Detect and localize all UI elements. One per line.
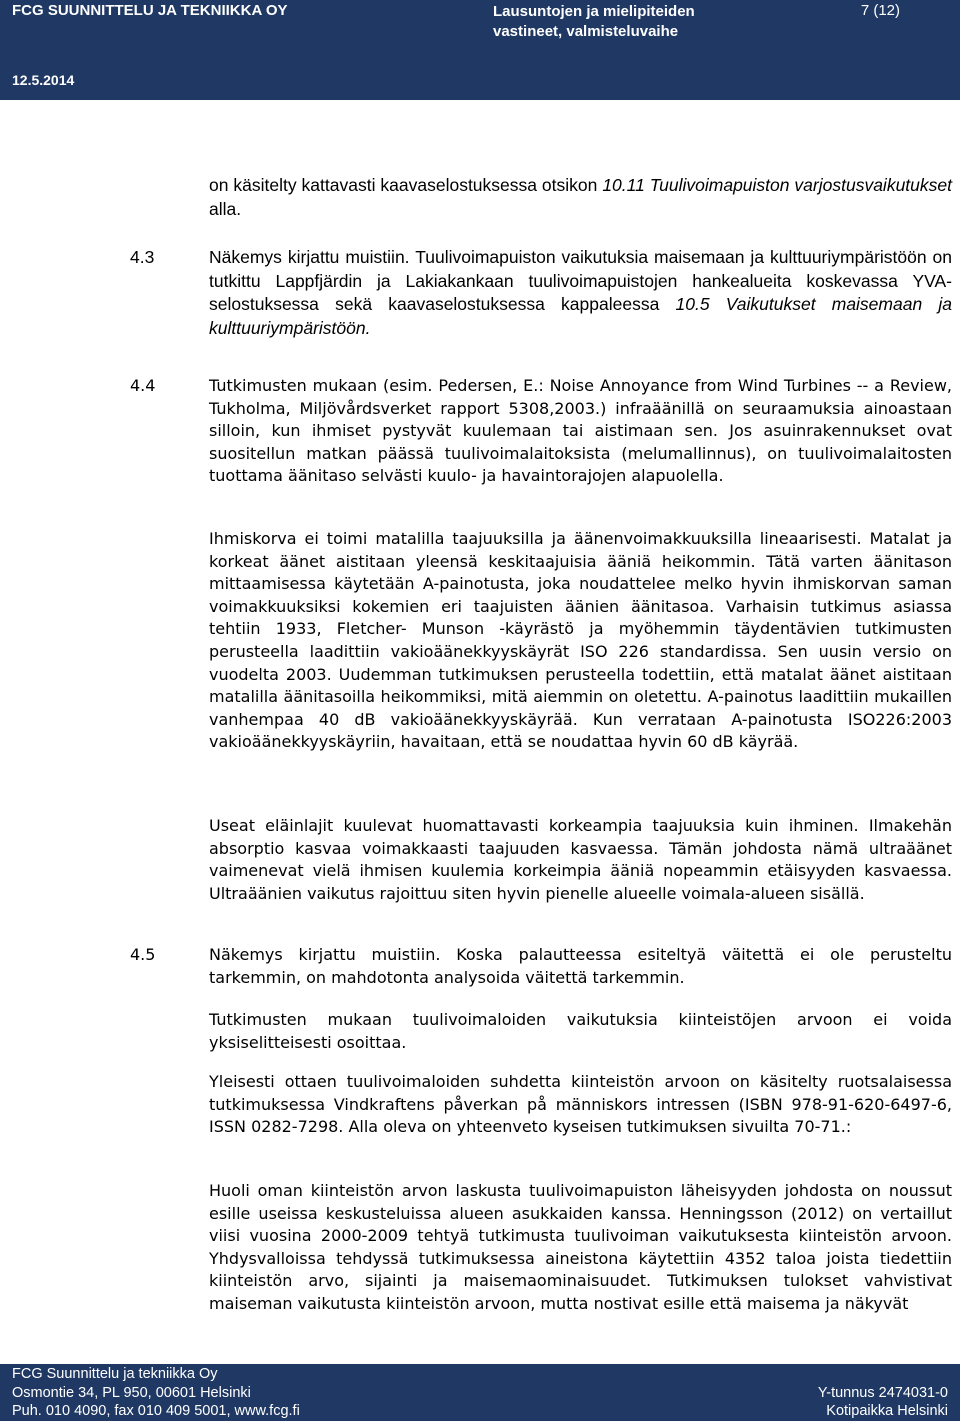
footer-contact: Puh. 010 4090, fax 010 409 5001, www.fcg.fi (12, 1403, 300, 1419)
paragraph-4-3: Näkemys kirjattu muistiin. Tuulivoimapuiston vaikutuksia maisemaan ja kulttuuriympäristöön on tutkittu Lappfjärdin ja Lakiakankaan tuulivoimapuistojen hankealueita koskevassa YVA-selostuksessa sekä kaavaselostuksessa kappaleessa 10.5 Vaikutukset maisemaan ja kulttuuriympäristöön. (209, 247, 952, 338)
header-document-type: Lausuntojen ja mielipiteiden vastineet, valmisteluvaihe (493, 3, 695, 40)
header-company: FCG SUUNNITTELU JA TEKNIIKKA OY (12, 2, 288, 19)
footer-address: Osmontie 34, PL 950, 00601 Helsinki (12, 1385, 251, 1401)
paragraph-property-value: Huoli oman kiinteistön arvon laskusta tuulivoimapuiston läheisyyden johdosta on noussut esille useissa keskusteluissa alueen asukkaiden kanssa. Henningsson (2012) on vertaillut viisi vuosina 2000-2009 tehtyä tutkimusta tuulivoiman vaikutuksesta kiinteistön arvoon. Yhdysvalloissa tehdyssä tutkimuksessa aineistona käytettiin 4352 taloa joista tiedettiin kiinteistön arvo, sijainti ja maisemaominaisuudet. Tutkimuksen tulokset vahvistivat maiseman vaikutusta kiinteistön arvoon, mutta nostivat esille että maisema ja näkyvät (209, 1181, 952, 1313)
page-footer (0, 1364, 960, 1421)
section-number-4-5: 4.5 (130, 945, 156, 964)
paragraph-4-5: Näkemys kirjattu muistiin. Koska palautteessa esiteltyä väitettä ei ole perusteltu tarkemmin, on mahdotonta analysoida väitettä tarkemmin. (209, 945, 952, 987)
page-header (0, 0, 960, 100)
paragraph-shadow-flicker: on käsitelty kattavasti kaavaselostuksessa otsikon 10.11 Tuulivoimapuiston varjostusvaikutukset alla. (209, 175, 952, 219)
section-number-4-4: 4.4 (130, 376, 156, 395)
paragraph-studies: Tutkimusten mukaan tuulivoimaloiden vaikutuksia kiinteistöjen arvoon ei voida yksiselitteisesti osoittaa. (209, 1010, 952, 1052)
footer-business-id: Y-tunnus 2474031-0 (817, 1385, 948, 1401)
section-number-4-3: 4.3 (130, 247, 155, 267)
paragraph-4-4: Tutkimusten mukaan (esim. Pedersen, E.: Noise Annoyance from Wind Turbines -- a Review, Tukholma, Miljövårdsverket rapport 5308,2003.) infraäänillä on seuraamuksia ainoastaan silloin, kun ihmiset pystyvät kuulemaan tai aistimaan sen. Jos asuinrakennukset ovat suositellun matkan päässä tuulivoimalaitoksista (melumallinnus), on tuulivoimalaitosten tuottama äänitaso selvästi kuulo- ja havaintorajojen alapuolella. (209, 376, 952, 486)
paragraph-hearing: Ihmiskorva ei toimi matalilla taajuuksilla ja äänenvoimakkuuksilla lineaarisesti. Matalat ja korkeat äänet aistitaan yleensä keskitaajuisia ääniä heikommin. Tätä varten äänitason mittaamisessa käytetään A-painotusta, joka noudattelee melko hyvin ihmiskorvan saman voimakkuuksiksi kokemien eri taajuisten äänien äänitasoa. Varhaisin tutkimus asiassa tehtiin 1933, Fletcher- Munson -käyrästö ja myöhemmin täydentävien tutkimusten perusteella laadittiin vakioäänekkyyskäyrät ISO 226 standardissa. Sen uusin versio on vuodelta 2003. Uudemman tutkimuksen perusteella todettiin, että matalat äänet aistitaan matalilla äänitasoilla heikommiksi, mitä aiemmin on oletettu. A-painotus laadittiin mukaillen vanhempaa 40 dB vakioäänekkyyskäyrää. Kun verrataan A-painotusta ISO226:2003 vakioäänekkyyskäyriin, havaitaan, että se noudattaa hyvin 60 dB käyrää. (209, 529, 952, 752)
paragraph-swedish-study: Yleisesti ottaen tuulivoimaloiden suhdetta kiinteistön arvoon on käsitelty ruotsalaisessa tutkimuksessa Vindkraftens påverkan på människors intressen (ISBN 978-91-620-6497-6, ISSN 0282-7298. Alla oleva on yhteenveto kyseisen tutkimuksen sivuilta 70-71.: (209, 1072, 952, 1137)
footer-domicile: Kotipaikka Helsinki (826, 1403, 948, 1419)
header-page-number: 7 (12) (860, 2, 900, 19)
header-date: 12.5.2014 (12, 72, 75, 88)
footer-company: FCG Suunnittelu ja tekniikka Oy (12, 1366, 218, 1382)
paragraph-animals: Useat eläinlajit kuulevat huomattavasti korkeampia taajuuksia kuin ihminen. Ilmakehän absorptio kasvaa voimakkaasti taajuuden kasvaessa. Tämän johdosta nämä ultraäänet vaimenevat vielä ihmisen kuulemia korkeimpia ääniä nopeammin etäisyyden kasvaessa. Ultraäänien vaikutus rajoittuu siten hyvin pienelle alueelle voimala-alueen sisällä. (209, 816, 952, 903)
